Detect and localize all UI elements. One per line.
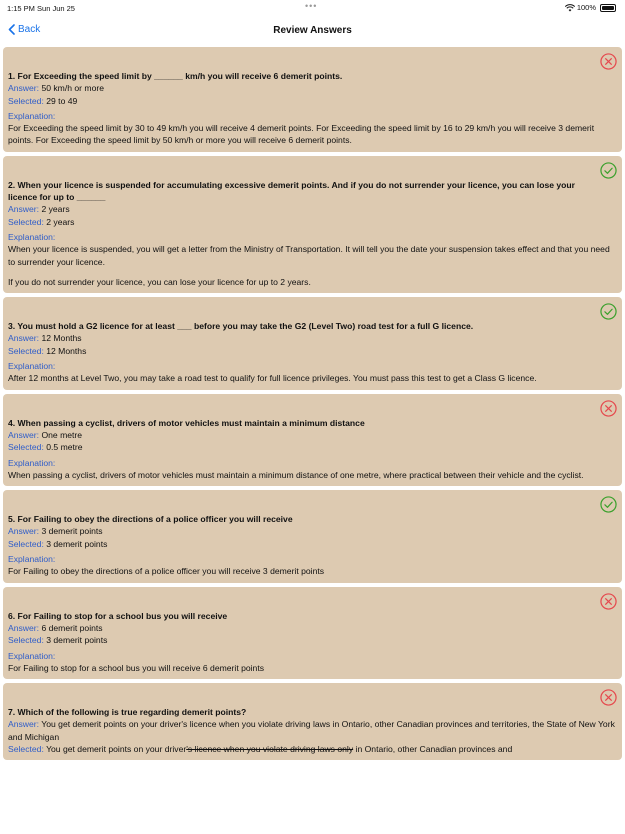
correct-icon <box>600 496 617 513</box>
answer-value: 12 Months <box>41 333 82 344</box>
selected-value: 12 Months <box>46 345 87 356</box>
page-title: Review Answers <box>273 25 352 36</box>
question-text: 3. You must hold a G2 licence for at least ___ before you may take the G2 (Level Two) road test for a full G licence. <box>8 321 474 332</box>
wifi-icon <box>565 4 575 12</box>
answer-card <box>3 490 622 582</box>
selected-value: 3 demerit points <box>46 538 108 549</box>
explanation-text: When your licence is suspended, you will get a letter from the Ministry of Transportation. It will tell you the date your suspension takes effect and that you need to surrender your licence. <box>8 244 610 267</box>
status-indicators <box>565 3 616 12</box>
explanation-label: Explanation: <box>8 554 56 565</box>
explanation-text: If you do not surrender your licence, you can lose your licence for up to 2 years. <box>8 276 311 287</box>
selected-label: Selected: <box>8 442 44 453</box>
answer-card <box>3 683 622 760</box>
struck-text: 's licence when you violate driving laws only <box>186 743 354 754</box>
navigation-bar <box>0 16 625 46</box>
selected-label: Selected: <box>8 743 44 754</box>
selected-row <box>8 743 617 755</box>
selected-row <box>8 216 617 228</box>
correct-icon <box>600 162 617 179</box>
selected-label: Selected: <box>8 538 44 549</box>
answer-card <box>3 297 622 389</box>
explanation-label: Explanation: <box>8 650 56 661</box>
answer-row <box>8 82 617 94</box>
wrong-icon <box>600 53 617 70</box>
answer-label: Answer: <box>8 719 40 730</box>
explanation-text: After 12 months at Level Two, you may take a road test to qualify for full licence privileges. You must pass this test to get a Class G licence. <box>8 373 537 384</box>
selected-value: 2 years <box>46 216 75 227</box>
explanation-label: Explanation: <box>8 457 56 468</box>
answer-label: Answer: <box>8 204 40 215</box>
selected-value: You get demerit points on your driver's licence when you violate driving laws only in Ontario, other Canadian provinces and <box>46 743 513 754</box>
question-text: 5. For Failing to obey the directions of a police officer you will receive <box>8 514 293 525</box>
answer-value: 50 km/h or more <box>41 83 105 94</box>
explanation-label: Explanation: <box>8 110 56 121</box>
question-text: 1. For Exceeding the speed limit by ______ km/h you will receive 6 demerit points. <box>8 71 343 81</box>
answers-list <box>3 47 622 764</box>
answer-card <box>3 587 622 679</box>
question-text: 6. For Failing to stop for a school bus you will receive <box>8 610 228 621</box>
answer-card <box>3 394 622 486</box>
battery-percent: 100% <box>576 3 596 12</box>
selected-row <box>8 634 617 646</box>
answer-row <box>8 203 617 215</box>
selected-row <box>8 95 617 107</box>
selected-label: Selected: <box>8 635 44 646</box>
selected-label: Selected: <box>8 95 44 106</box>
wrong-icon <box>600 689 617 706</box>
answer-label: Answer: <box>8 333 40 344</box>
question-text: 7. Which of the following is true regarding demerit points? <box>8 707 247 718</box>
selected-label: Selected: <box>8 216 44 227</box>
answer-label: Answer: <box>8 83 40 94</box>
answer-value: 3 demerit points <box>41 526 103 537</box>
selected-value: 0.5 metre <box>46 442 83 453</box>
wrong-icon <box>600 593 617 610</box>
answer-label: Answer: <box>8 429 40 440</box>
answer-row <box>8 525 617 537</box>
answer-row <box>8 622 617 634</box>
explanation-text: When passing a cyclist, drivers of motor vehicles must maintain a minimum distance of one metre, where practical between their vehicle and the cyclist. <box>8 469 584 480</box>
selected-row <box>8 345 617 357</box>
selected-value: 29 to 49 <box>46 95 78 106</box>
selected-row <box>8 441 617 453</box>
question-text: 4. When passing a cyclist, drivers of motor vehicles must maintain a minimum distance <box>8 417 365 428</box>
correct-icon <box>600 303 617 320</box>
explanation-label: Explanation: <box>8 361 56 372</box>
selected-row <box>8 538 617 550</box>
status-time: 1:15 PM Sun Jun 25 <box>7 4 75 13</box>
answer-value: You get demerit points on your driver's licence when you violate driving laws in Ontario, other Canadian provinces and territories, the State of New York and Michigan <box>8 719 615 742</box>
battery-icon <box>600 4 616 12</box>
multitasking-dots: ••• <box>305 1 318 11</box>
explanation-text: For Exceeding the speed limit by 30 to 49 km/h you will receive 4 demerit points. For Exceeding the speed limit by 16 to 29 km/h you will receive 3 demerit points. For Exceeding the speed limit by 50 km/h or more you will receive 6 demerit points. <box>8 123 595 146</box>
answer-card <box>3 47 622 152</box>
status-bar <box>0 0 625 16</box>
explanation-text: For Failing to obey the directions of a police officer you will receive 3 demerit points <box>8 566 325 577</box>
wrong-icon <box>600 400 617 417</box>
selected-label: Selected: <box>8 345 44 356</box>
back-label: Back <box>18 24 41 35</box>
explanation-text: For Failing to stop for a school bus you will receive 6 demerit points <box>8 662 265 673</box>
answer-card <box>3 156 622 293</box>
selected-value: 3 demerit points <box>46 635 108 646</box>
answer-label: Answer: <box>8 622 40 633</box>
question-text: 2. When your licence is suspended for accumulating excessive demerit points. And if you do not surrender your licence, you can lose your licence for up to ______ <box>8 179 576 203</box>
explanation-label: Explanation: <box>8 231 56 242</box>
answer-value: 2 years <box>41 204 70 215</box>
answer-value: 6 demerit points <box>41 622 103 633</box>
answer-row <box>8 718 617 743</box>
answer-row <box>8 332 617 344</box>
answer-label: Answer: <box>8 526 40 537</box>
answer-value: One metre <box>41 429 83 440</box>
answer-row <box>8 429 617 441</box>
